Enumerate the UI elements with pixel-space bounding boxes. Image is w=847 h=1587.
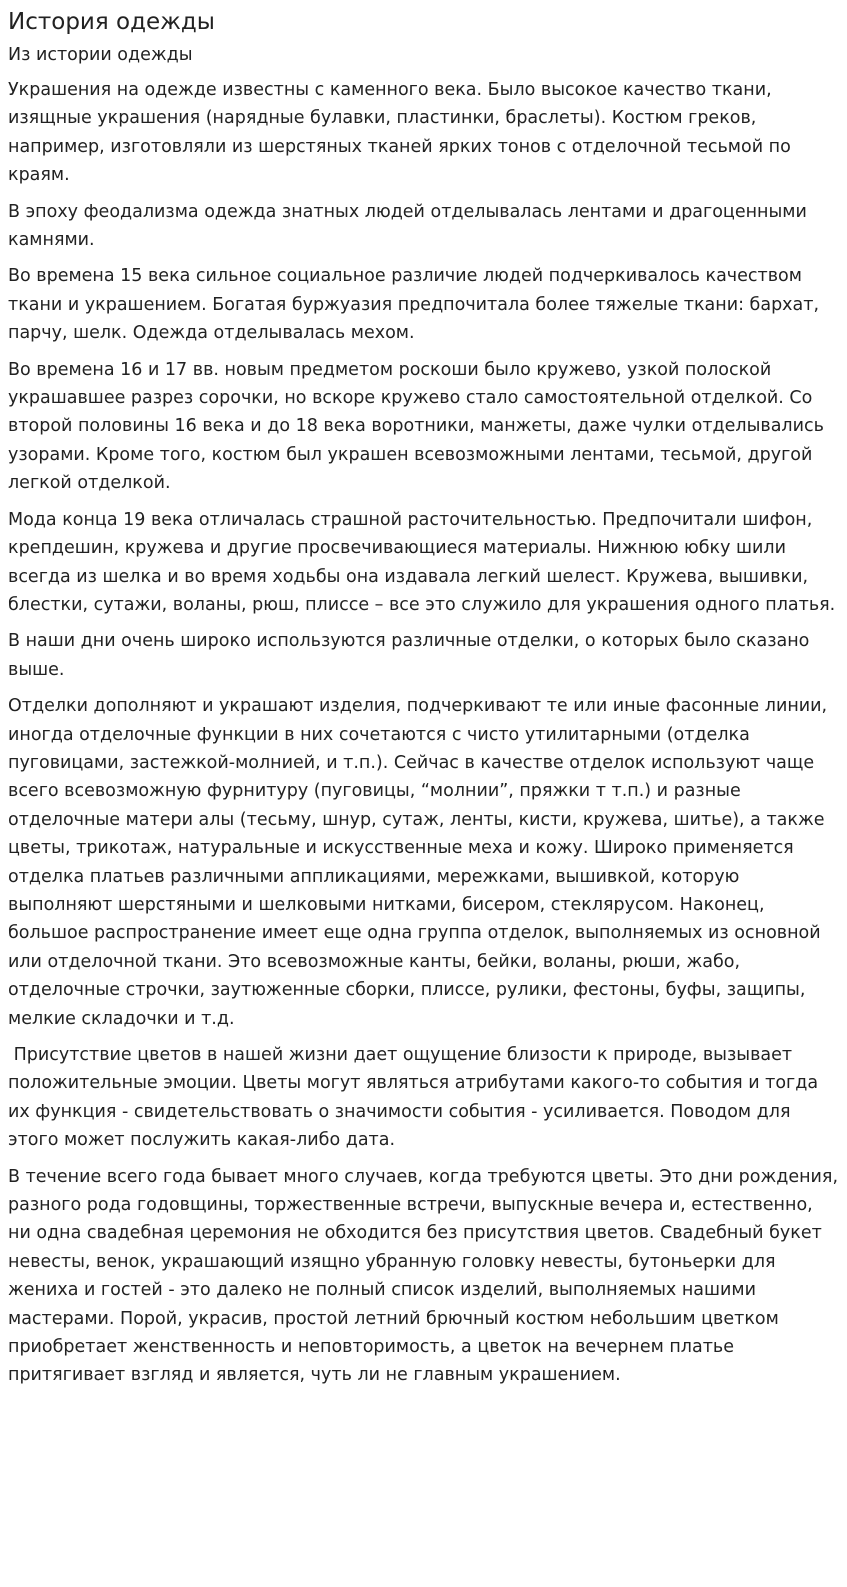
paragraph-finishing-types: Отделки дополняют и украшают изделия, подчеркивают те или иные фасонные линии, иногда отделочные функции в них сочетаются с чисто утилитарными (отделка пуговицами, застежкой-молнией, и т.п.). Сейчас в качестве отделок используют чаще всего всевозможную фурнитуру (пуговицы, “молнии”, пряжки т т.п.) и разные отделочные матери алы (тесьму, шнур, сутаж, ленты, кисти, кружева, шитье), а также цветы, трикотаж, натуральные и искусственные меха и кожу. Широко применяется отделка платьев различными аппликациями, мережками, вышивкой, которую выполняют шерстяными и шелковыми нитками, бисером, стеклярусом. Наконец, большое распространение имеет еще одна группа отделок, выполняемых из основной или отделочной ткани. Это всевозможные канты, бейки, воланы, рюши, жабо, отделочные строчки, заутюженные сборки, плиссе, рулики, фестоны, буфы, защипы, мелкие складочки и т.д.: [8, 696, 833, 1029]
paragraph-feudalism: В эпоху феодализма одежда знатных людей отделывалась лентами и драгоценными камнями.: [8, 201, 813, 251]
paragraph-stone-age: Украшения на одежде известны с каменного века. Было высокое качество ткани, изящные украшения (нарядные булавки, пластинки, браслеты). Костюм греков, например, изготовляли из шерстяных тканей ярких тонов с отделочной тесьмой по краям.: [8, 80, 797, 186]
article-body: [8, 76, 844, 1390]
paragraph-flowers-occasions: В течение всего года бывает много случаев, когда требуются цветы. Это дни рождения, разного рода годовщины, торжественные встречи, выпускные вечера и, естественно, ни одна свадебная церемония не обходится без присутствия цветов. Свадебный букет невесты, венок, украшающий изящно убранную головку невесты, бутоньерки для жениха и гостей - это далеко не полный список изделий, выполняемых нашими мастерами. Порой, украсив, простой летний брючный костюм небольшим цветком приобретает женственность и неповторимость, а цветок на вечернем платье притягивает взгляд и является, чуть ли не главным украшением.: [8, 1166, 844, 1386]
page-subtitle: Из истории одежды: [8, 45, 193, 65]
paragraph-15th-century: Во времена 15 века сильное социальное различие людей подчеркивалось качеством ткани и украшением. Богатая буржуазия предпочитала более тяжелые ткани: бархат, парчу, шелк. Одежда отделывалась мехом.: [8, 266, 825, 344]
paragraph-modern-days: В наши дни очень широко используются различные отделки, о которых было сказано выше.: [8, 631, 815, 680]
paragraph-19th-century: Мода конца 19 века отличалась страшной расточительностью. Предпочитали шифон, крепдешин, кружева и другие просвечивающиеся материалы. Нижнюю юбку шили всегда из шелка и во время ходьбы она издавала легкий шелест. Кружева, вышивки, блестки, сутажи, воланы, рюш, плиссе – все это служило для украшения одного платья.: [8, 509, 836, 615]
page-title: История одежды: [8, 9, 215, 35]
paragraph-16-17th-century: Во времена 16 и 17 вв. новым предметом роскоши было кружево, узкой полоской украшавшее разрез сорочки, но вскоре кружево стало самостоятельной отделкой. Со второй половины 16 века и до 18 века воротники, манжеты, даже чулки отделывались узорами. Кроме того, костюм был украшен всевозможными лентами, тесьмой, другой легкой отделкой.: [8, 359, 830, 494]
paragraph-flowers-presence: Присутствие цветов в нашей жизни дает ощущение близости к природе, вызывает положительные эмоции. Цветы могут являться атрибутами какого-то события и тогда их функция - свидетельствовать о значимости события - усиливается. Поводом для этого может послужить какая-либо дата.: [8, 1045, 824, 1151]
